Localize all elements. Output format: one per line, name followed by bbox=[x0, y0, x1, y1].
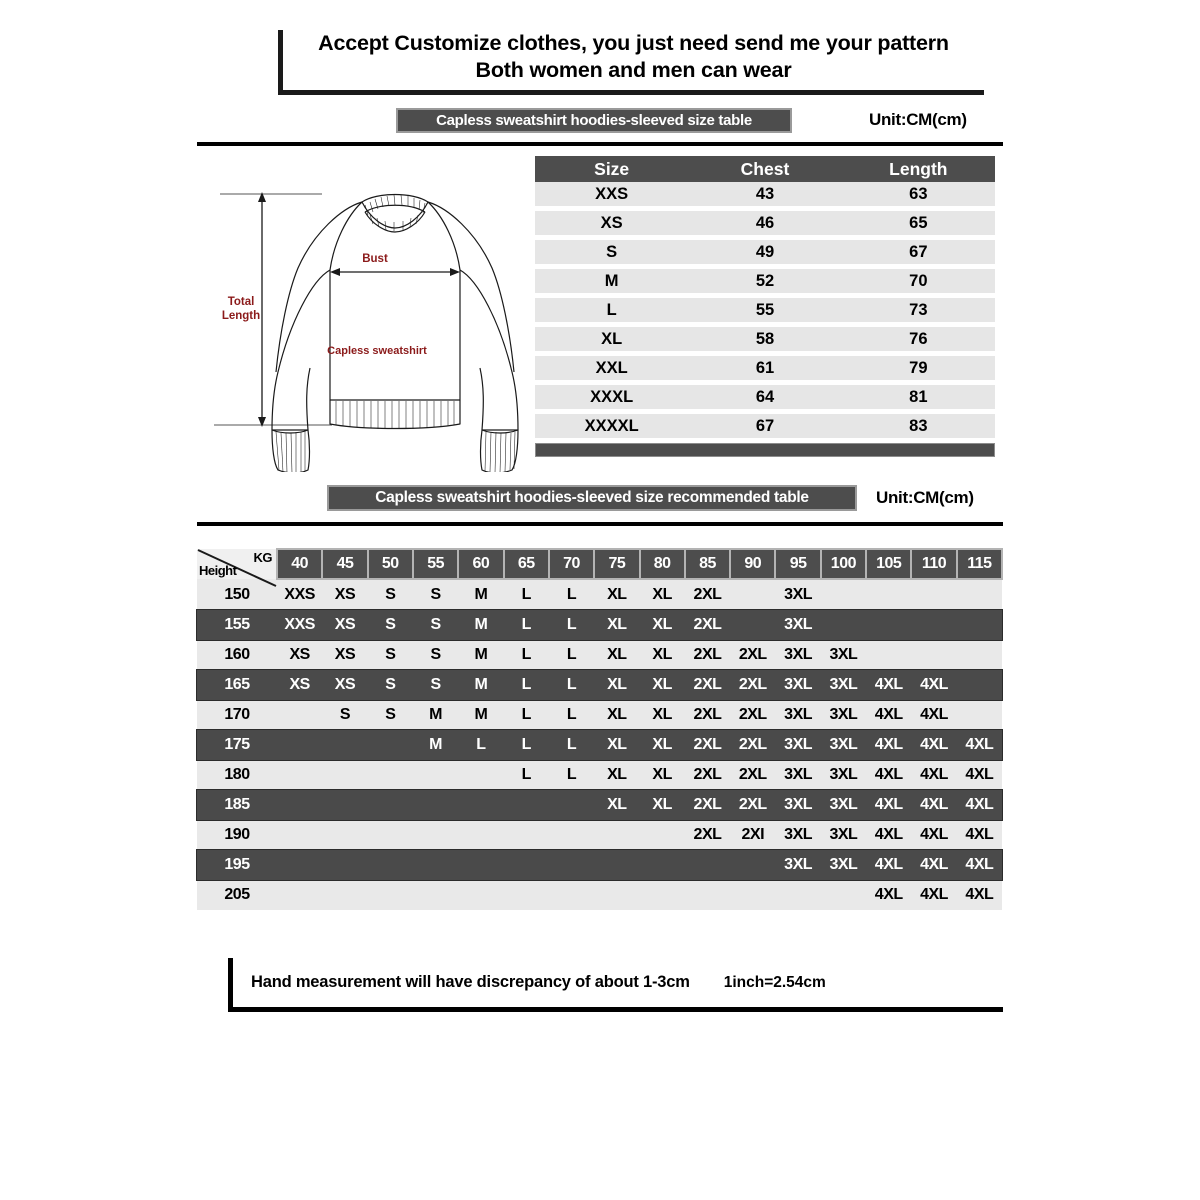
size-table-body bbox=[535, 182, 995, 438]
matrix-size-cell: 3XL bbox=[775, 610, 820, 640]
matrix-size-cell bbox=[277, 850, 322, 880]
matrix-size-cell: L bbox=[458, 730, 503, 760]
size-table-cell-length: 65 bbox=[842, 211, 995, 235]
matrix-size-cell: XL bbox=[594, 730, 639, 760]
size-table bbox=[535, 156, 995, 457]
recommend-matrix-header-row bbox=[197, 549, 1002, 579]
matrix-size-cell bbox=[775, 880, 820, 910]
matrix-size-cell: L bbox=[549, 760, 594, 790]
header-banner bbox=[278, 30, 984, 95]
matrix-size-cell bbox=[322, 790, 367, 820]
size-table-cell-size: XL bbox=[535, 327, 688, 351]
matrix-size-cell bbox=[368, 880, 413, 910]
matrix-size-cell bbox=[277, 730, 322, 760]
matrix-size-cell: 3XL bbox=[821, 700, 866, 730]
matrix-size-cell: S bbox=[413, 640, 458, 670]
matrix-size-cell bbox=[730, 579, 775, 610]
matrix-size-cell: 4XL bbox=[911, 730, 956, 760]
matrix-size-cell: 3XL bbox=[775, 790, 820, 820]
matrix-size-cell: 3XL bbox=[775, 579, 820, 610]
matrix-size-cell: XL bbox=[640, 610, 685, 640]
matrix-size-cell: 3XL bbox=[775, 820, 820, 850]
matrix-row bbox=[197, 610, 1002, 640]
table-row bbox=[535, 327, 995, 351]
matrix-weight-header: 110 bbox=[911, 549, 956, 579]
size-table-cell-chest: 52 bbox=[688, 269, 841, 293]
matrix-weight-header: 55 bbox=[413, 549, 458, 579]
matrix-size-cell: 3XL bbox=[821, 670, 866, 700]
matrix-size-cell bbox=[458, 790, 503, 820]
matrix-size-cell: 4XL bbox=[911, 790, 956, 820]
matrix-height-cell: 165 bbox=[197, 670, 277, 700]
matrix-size-cell: XL bbox=[640, 640, 685, 670]
matrix-size-cell bbox=[368, 730, 413, 760]
matrix-size-cell bbox=[866, 640, 911, 670]
matrix-size-cell: 2XL bbox=[685, 700, 730, 730]
matrix-size-cell: 2XL bbox=[685, 610, 730, 640]
matrix-size-cell bbox=[640, 850, 685, 880]
size-table-cell-chest: 61 bbox=[688, 356, 841, 380]
matrix-size-cell: L bbox=[504, 760, 549, 790]
matrix-size-cell bbox=[594, 880, 639, 910]
matrix-size-cell: 4XL bbox=[911, 880, 956, 910]
matrix-size-cell: S bbox=[322, 700, 367, 730]
matrix-weight-header: 65 bbox=[504, 549, 549, 579]
matrix-size-cell bbox=[322, 820, 367, 850]
matrix-size-cell bbox=[594, 820, 639, 850]
recommend-table-title: Capless sweatshirt hoodies-sleeved size recommended table bbox=[327, 485, 857, 511]
matrix-height-label: Height bbox=[199, 563, 237, 578]
matrix-size-cell: M bbox=[413, 730, 458, 760]
matrix-size-cell bbox=[413, 820, 458, 850]
size-table-cell-chest: 64 bbox=[688, 385, 841, 409]
matrix-size-cell bbox=[458, 880, 503, 910]
size-table-cell-chest: 58 bbox=[688, 327, 841, 351]
matrix-size-cell: 2XL bbox=[685, 760, 730, 790]
matrix-size-cell: L bbox=[549, 700, 594, 730]
matrix-size-cell: 3XL bbox=[821, 850, 866, 880]
matrix-row bbox=[197, 760, 1002, 790]
matrix-size-cell: 3XL bbox=[821, 760, 866, 790]
matrix-size-cell bbox=[821, 610, 866, 640]
matrix-size-cell: 2XL bbox=[685, 579, 730, 610]
matrix-size-cell bbox=[957, 670, 1002, 700]
matrix-size-cell: 4XL bbox=[866, 820, 911, 850]
table-row bbox=[535, 298, 995, 322]
recommend-matrix bbox=[197, 548, 1003, 910]
matrix-size-cell: 2XL bbox=[685, 790, 730, 820]
matrix-height-cell: 150 bbox=[197, 579, 277, 610]
matrix-size-cell bbox=[277, 820, 322, 850]
matrix-size-cell: M bbox=[458, 700, 503, 730]
matrix-size-cell: L bbox=[504, 700, 549, 730]
matrix-weight-header: 75 bbox=[594, 549, 639, 579]
size-table-cell-size: S bbox=[535, 240, 688, 264]
matrix-height-cell: 180 bbox=[197, 760, 277, 790]
matrix-size-cell bbox=[277, 700, 322, 730]
matrix-height-cell: 195 bbox=[197, 850, 277, 880]
matrix-size-cell bbox=[322, 760, 367, 790]
matrix-size-cell bbox=[277, 880, 322, 910]
matrix-size-cell: XS bbox=[277, 640, 322, 670]
matrix-size-cell: XS bbox=[277, 670, 322, 700]
bust-label: Bust bbox=[362, 253, 388, 265]
matrix-weight-header: 45 bbox=[322, 549, 367, 579]
matrix-row bbox=[197, 790, 1002, 820]
matrix-size-cell: XL bbox=[594, 760, 639, 790]
matrix-size-cell: L bbox=[549, 579, 594, 610]
matrix-weight-header: 115 bbox=[957, 549, 1002, 579]
matrix-size-cell: 3XL bbox=[775, 700, 820, 730]
matrix-size-cell bbox=[957, 700, 1002, 730]
matrix-row bbox=[197, 640, 1002, 670]
matrix-size-cell: 4XL bbox=[866, 700, 911, 730]
matrix-size-cell: XS bbox=[322, 670, 367, 700]
size-table-cell-size: M bbox=[535, 269, 688, 293]
size-table-cell-size: XXS bbox=[535, 182, 688, 206]
matrix-size-cell: M bbox=[413, 700, 458, 730]
size-table-cell-size: XXXXL bbox=[535, 414, 688, 438]
matrix-size-cell: 4XL bbox=[866, 670, 911, 700]
matrix-size-cell bbox=[866, 610, 911, 640]
matrix-size-cell: M bbox=[458, 640, 503, 670]
matrix-size-cell bbox=[277, 760, 322, 790]
matrix-size-cell bbox=[458, 760, 503, 790]
total-length-label bbox=[210, 295, 272, 323]
matrix-size-cell: XL bbox=[594, 610, 639, 640]
matrix-size-cell: M bbox=[458, 670, 503, 700]
matrix-size-cell: L bbox=[504, 640, 549, 670]
matrix-kg-label: KG bbox=[253, 550, 272, 565]
matrix-size-cell: XL bbox=[640, 790, 685, 820]
recommend-matrix-grid bbox=[197, 548, 1003, 910]
matrix-size-cell: 4XL bbox=[911, 820, 956, 850]
matrix-size-cell: XS bbox=[322, 640, 367, 670]
size-table-cell-length: 70 bbox=[842, 269, 995, 293]
matrix-size-cell bbox=[504, 820, 549, 850]
size-table-cell-length: 73 bbox=[842, 298, 995, 322]
matrix-size-cell: 3XL bbox=[821, 820, 866, 850]
matrix-row bbox=[197, 850, 1002, 880]
matrix-size-cell: S bbox=[413, 579, 458, 610]
matrix-weight-header: 80 bbox=[640, 549, 685, 579]
size-table-title: Capless sweatshirt hoodies-sleeved size table bbox=[396, 108, 792, 133]
matrix-size-cell: XL bbox=[594, 579, 639, 610]
matrix-height-cell: 175 bbox=[197, 730, 277, 760]
matrix-size-cell: XL bbox=[640, 579, 685, 610]
matrix-size-cell bbox=[277, 790, 322, 820]
matrix-size-cell: S bbox=[368, 640, 413, 670]
matrix-size-cell: XL bbox=[594, 670, 639, 700]
matrix-size-cell: 2XL bbox=[730, 730, 775, 760]
matrix-size-cell bbox=[957, 579, 1002, 610]
matrix-size-cell: L bbox=[549, 640, 594, 670]
matrix-size-cell: XL bbox=[640, 670, 685, 700]
matrix-size-cell: 4XL bbox=[866, 880, 911, 910]
matrix-size-cell: 4XL bbox=[957, 880, 1002, 910]
matrix-size-cell: M bbox=[458, 579, 503, 610]
matrix-size-cell: S bbox=[368, 670, 413, 700]
matrix-size-cell: 4XL bbox=[911, 670, 956, 700]
size-table-cell-chest: 46 bbox=[688, 211, 841, 235]
matrix-size-cell: M bbox=[458, 610, 503, 640]
matrix-size-cell bbox=[640, 820, 685, 850]
matrix-size-cell bbox=[685, 880, 730, 910]
divider-top bbox=[197, 142, 1003, 146]
matrix-size-cell: 3XL bbox=[821, 790, 866, 820]
matrix-height-cell: 155 bbox=[197, 610, 277, 640]
matrix-size-cell: L bbox=[549, 670, 594, 700]
matrix-size-cell: XL bbox=[640, 700, 685, 730]
matrix-size-cell bbox=[458, 820, 503, 850]
table-row bbox=[535, 211, 995, 235]
matrix-size-cell: 2XL bbox=[730, 700, 775, 730]
matrix-height-cell: 190 bbox=[197, 820, 277, 850]
matrix-size-cell: 3XL bbox=[775, 760, 820, 790]
matrix-size-cell: 2XI bbox=[730, 820, 775, 850]
matrix-size-cell: L bbox=[504, 610, 549, 640]
matrix-height-cell: 160 bbox=[197, 640, 277, 670]
banner-line-1: Accept Customize clothes, you just need send me your pattern bbox=[318, 31, 949, 55]
matrix-size-cell bbox=[504, 850, 549, 880]
matrix-size-cell bbox=[549, 850, 594, 880]
matrix-size-cell bbox=[549, 880, 594, 910]
matrix-size-cell bbox=[413, 760, 458, 790]
footer-note-text: Hand measurement will have discrepancy of about 1-3cm bbox=[251, 973, 690, 991]
size-table-header-row bbox=[535, 156, 995, 182]
matrix-weight-header: 50 bbox=[368, 549, 413, 579]
matrix-weight-header: 60 bbox=[458, 549, 503, 579]
matrix-size-cell: 3XL bbox=[821, 730, 866, 760]
matrix-weight-header: 70 bbox=[549, 549, 594, 579]
size-table-cell-length: 79 bbox=[842, 356, 995, 380]
matrix-size-cell bbox=[368, 820, 413, 850]
size-table-col-chest: Chest bbox=[688, 156, 841, 182]
footer-note bbox=[228, 958, 1003, 1012]
matrix-size-cell: S bbox=[413, 610, 458, 640]
divider-middle bbox=[197, 522, 1003, 526]
matrix-size-cell: XL bbox=[640, 730, 685, 760]
matrix-size-cell: 2XL bbox=[685, 670, 730, 700]
matrix-size-cell bbox=[458, 850, 503, 880]
size-table-cell-size: L bbox=[535, 298, 688, 322]
table-row bbox=[535, 356, 995, 380]
size-table-footer-bar bbox=[535, 443, 995, 457]
matrix-size-cell: L bbox=[504, 670, 549, 700]
total-length-line-2: Length bbox=[221, 310, 261, 322]
table-row bbox=[535, 182, 995, 206]
matrix-size-cell bbox=[911, 640, 956, 670]
matrix-row bbox=[197, 880, 1002, 910]
table-row bbox=[535, 414, 995, 438]
matrix-height-cell: 185 bbox=[197, 790, 277, 820]
recommend-table-unit: Unit:CM(cm) bbox=[876, 488, 974, 507]
matrix-size-cell bbox=[730, 880, 775, 910]
matrix-size-cell bbox=[504, 790, 549, 820]
matrix-size-cell bbox=[957, 640, 1002, 670]
matrix-size-cell: L bbox=[504, 730, 549, 760]
matrix-size-cell: XL bbox=[594, 700, 639, 730]
size-table-grid bbox=[535, 156, 995, 438]
matrix-size-cell: 4XL bbox=[866, 790, 911, 820]
matrix-size-cell: L bbox=[549, 730, 594, 760]
matrix-size-cell: 3XL bbox=[821, 640, 866, 670]
size-table-cell-length: 76 bbox=[842, 327, 995, 351]
size-table-cell-length: 83 bbox=[842, 414, 995, 438]
matrix-size-cell: S bbox=[413, 670, 458, 700]
matrix-size-cell: XL bbox=[640, 760, 685, 790]
size-table-cell-size: XXL bbox=[535, 356, 688, 380]
matrix-size-cell: S bbox=[368, 610, 413, 640]
matrix-size-cell: XS bbox=[322, 610, 367, 640]
matrix-size-cell bbox=[368, 790, 413, 820]
matrix-size-cell: 4XL bbox=[957, 730, 1002, 760]
matrix-size-cell: 4XL bbox=[957, 850, 1002, 880]
matrix-size-cell: 4XL bbox=[866, 730, 911, 760]
matrix-size-cell: S bbox=[368, 579, 413, 610]
matrix-size-cell: 3XL bbox=[775, 670, 820, 700]
size-table-cell-length: 63 bbox=[842, 182, 995, 206]
matrix-size-cell: 2XL bbox=[730, 790, 775, 820]
size-table-cell-size: XS bbox=[535, 211, 688, 235]
matrix-size-cell: S bbox=[368, 700, 413, 730]
matrix-size-cell: 4XL bbox=[957, 760, 1002, 790]
matrix-size-cell: XS bbox=[322, 579, 367, 610]
matrix-size-cell bbox=[322, 880, 367, 910]
matrix-size-cell bbox=[322, 730, 367, 760]
matrix-size-cell bbox=[413, 790, 458, 820]
size-table-cell-size: XXXL bbox=[535, 385, 688, 409]
matrix-size-cell: 2XL bbox=[730, 760, 775, 790]
matrix-size-cell: 3XL bbox=[775, 640, 820, 670]
size-table-cell-chest: 43 bbox=[688, 182, 841, 206]
matrix-weight-header: 85 bbox=[685, 549, 730, 579]
matrix-size-cell bbox=[368, 760, 413, 790]
matrix-size-cell bbox=[413, 880, 458, 910]
size-table-col-length: Length bbox=[842, 156, 995, 182]
matrix-size-cell: 2XL bbox=[730, 670, 775, 700]
matrix-height-cell: 170 bbox=[197, 700, 277, 730]
size-table-unit: Unit:CM(cm) bbox=[869, 110, 967, 129]
matrix-size-cell: 3XL bbox=[775, 730, 820, 760]
matrix-size-cell bbox=[549, 820, 594, 850]
matrix-size-cell: 2XL bbox=[685, 820, 730, 850]
matrix-corner-cell bbox=[197, 549, 277, 579]
table-row bbox=[535, 269, 995, 293]
size-table-cell-chest: 55 bbox=[688, 298, 841, 322]
matrix-row bbox=[197, 820, 1002, 850]
size-table-cell-chest: 67 bbox=[688, 414, 841, 438]
matrix-size-cell: XL bbox=[594, 640, 639, 670]
matrix-row bbox=[197, 730, 1002, 760]
matrix-size-cell: 2XL bbox=[685, 730, 730, 760]
matrix-weight-header: 90 bbox=[730, 549, 775, 579]
matrix-size-cell: 4XL bbox=[911, 760, 956, 790]
size-table-cell-length: 81 bbox=[842, 385, 995, 409]
matrix-size-cell bbox=[549, 790, 594, 820]
matrix-size-cell bbox=[685, 850, 730, 880]
matrix-size-cell bbox=[957, 610, 1002, 640]
matrix-size-cell: L bbox=[549, 610, 594, 640]
matrix-height-cell: 205 bbox=[197, 880, 277, 910]
matrix-size-cell: 2XL bbox=[730, 640, 775, 670]
matrix-weight-header: 40 bbox=[277, 549, 322, 579]
total-length-line-1: Total bbox=[227, 296, 255, 308]
footer-conversion-text: 1inch=2.54cm bbox=[723, 973, 826, 991]
table-row bbox=[535, 240, 995, 264]
recommend-matrix-body bbox=[197, 579, 1002, 910]
matrix-size-cell bbox=[368, 850, 413, 880]
matrix-size-cell bbox=[821, 579, 866, 610]
matrix-size-cell: 4XL bbox=[957, 790, 1002, 820]
matrix-size-cell bbox=[594, 850, 639, 880]
matrix-size-cell: 4XL bbox=[866, 850, 911, 880]
size-table-col-size: Size bbox=[535, 156, 688, 182]
matrix-size-cell: 4XL bbox=[866, 760, 911, 790]
matrix-size-cell bbox=[322, 850, 367, 880]
matrix-size-cell: 4XL bbox=[911, 700, 956, 730]
matrix-weight-header: 105 bbox=[866, 549, 911, 579]
matrix-size-cell bbox=[911, 610, 956, 640]
matrix-size-cell: L bbox=[504, 579, 549, 610]
matrix-size-cell bbox=[911, 579, 956, 610]
garment-diagram bbox=[202, 172, 532, 472]
matrix-size-cell: 4XL bbox=[911, 850, 956, 880]
matrix-size-cell bbox=[730, 850, 775, 880]
matrix-row bbox=[197, 700, 1002, 730]
matrix-size-cell: 3XL bbox=[775, 850, 820, 880]
matrix-size-cell: XL bbox=[594, 790, 639, 820]
size-table-cell-chest: 49 bbox=[688, 240, 841, 264]
matrix-size-cell bbox=[866, 579, 911, 610]
matrix-size-cell bbox=[413, 850, 458, 880]
matrix-size-cell: XXS bbox=[277, 579, 322, 610]
matrix-row bbox=[197, 579, 1002, 610]
banner-line-2: Both women and men can wear bbox=[475, 58, 792, 82]
matrix-size-cell bbox=[504, 880, 549, 910]
size-table-cell-length: 67 bbox=[842, 240, 995, 264]
matrix-size-cell bbox=[640, 880, 685, 910]
table-row bbox=[535, 385, 995, 409]
matrix-size-cell bbox=[821, 880, 866, 910]
matrix-size-cell: 4XL bbox=[957, 820, 1002, 850]
garment-name-label: Capless sweatshirt bbox=[327, 345, 427, 357]
matrix-weight-header: 100 bbox=[821, 549, 866, 579]
matrix-weight-header: 95 bbox=[775, 549, 820, 579]
matrix-size-cell: 2XL bbox=[685, 640, 730, 670]
matrix-size-cell bbox=[730, 610, 775, 640]
matrix-row bbox=[197, 670, 1002, 700]
matrix-size-cell: XXS bbox=[277, 610, 322, 640]
